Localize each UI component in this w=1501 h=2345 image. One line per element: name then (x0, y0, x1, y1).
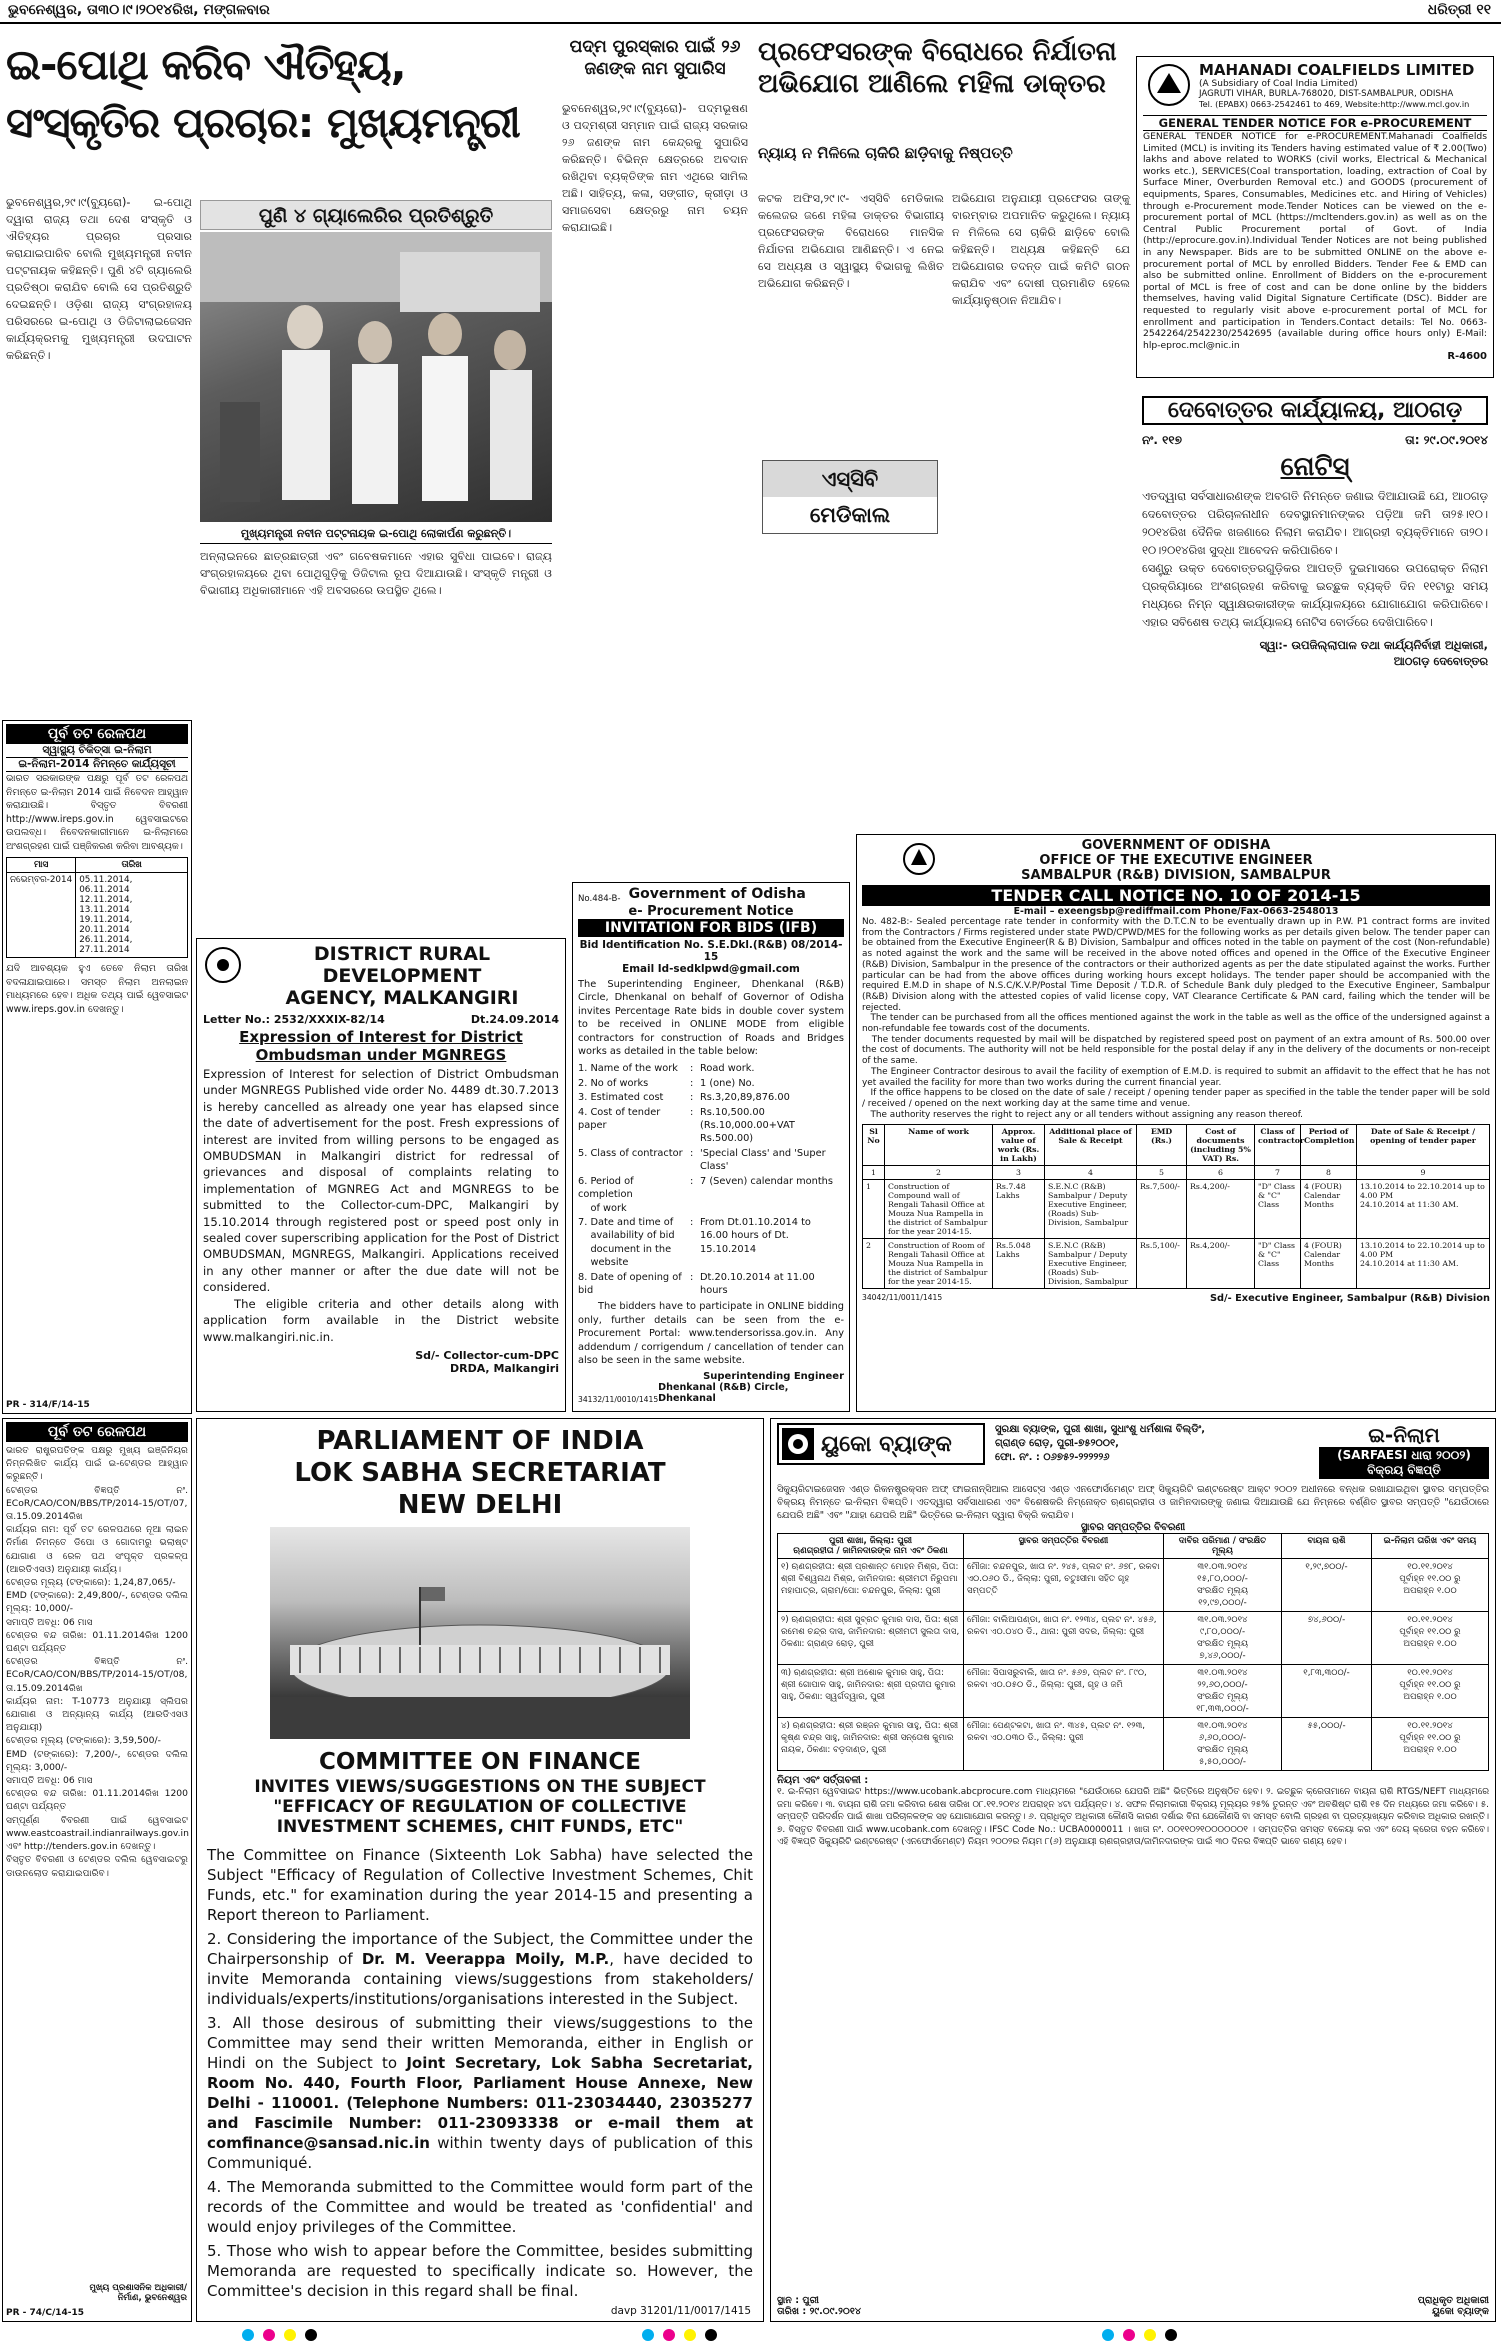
dateline: ଭୁବନେଶ୍ୱର, ତା୩୦।୯।୨୦୧୪ରିଖ, ମଙ୍ଗଳବାର (8, 2, 270, 18)
drda-subject2: Ombudsman under MGNREGS (255, 1046, 507, 1064)
odisha-emblem-icon (901, 841, 937, 877)
sambalpur-notice (856, 834, 1496, 1412)
print-color-bar (0, 2325, 1501, 2339)
sambalpur-body: No. 482-B:- Sealed percentage rate tender in conformity with the D.T.C.N to be eventually drawn up in P.W. P1 contract forms are invited from the Contractors / Firms registered under state PWD/CPWD/MES for the following works as per details given below. The tender paper can be obtained from the Executive Engineer(R & B) Division, Sambalpur and offices noted in the table on payment of the cost (Non-refundable) as noted against the work and the same will be received in the above noted offices and opened in the Office of the Executive Engineer (R&B) Division, Sambalpur in the presence of the contractors or their authorized agents as per the date stipulated against the works. Further particular can be had from the above offices during working hours except holidays. The tender paper should be accompanied with the required E.M.D in shape of N.S.C/K.V.P/Postal Time Deposit / T.D.R. of Schedule Bank duly pledged to the Executive Engineer, Sambalpur (R&B) Division along with the attested copies of valid license copy, VAT Clearance Certificate & PAN card, failing which the tender will be rejected. The tender can be purchased from all the offices mentioned against the work in the table as well as the office of the undersigned against a non-refundable fee towards cost of the documents. The tender documents requested by mail will be dispatched by registered speed post on payment of an extra amount of Rs. 500.00 over the cost of documents. The authority will not be held responsible for the postal delay if any in the delivery of the documents or non-receipt of the same. The Engineer Contractor desirous to avail the facility of exemption of E.M.D. is required to submit an affidavit to the effect that he has not yet availed the facility for more than two works during the current financial year. If the office happens to be closed on the date of sale / receipt / opening tender paper as specified in the table the tender paper will be sold / received / opened on the next working day at the same time and venue. The authority reserves the right to reject any or all tenders without assigning any reason thereof. (862, 917, 1490, 1120)
table-row (863, 1180, 1490, 1239)
sambalpur-sign: Sd/- Executive Engineer, Sambalpur (R&B) Division (1209, 1293, 1490, 1305)
yellow-registration-dot (1144, 2329, 1156, 2341)
sambalpur-col-number: 7 (1255, 1166, 1301, 1180)
rnb-detail-row (578, 1077, 844, 1090)
padma-body: ଭୁବନେଶ୍ୱର,୨୯।୯(ବ୍ୟୁରୋ)- ପଦ୍ମଭୂଷଣ ଓ ପଦ୍ମଶ୍ରୀ ସମ୍ମାନ ପାଇଁ ରାଜ୍ୟ ସରକାର ୨୬ ଜଣଙ୍କ ନାମ କେନ୍ଦ୍ରକୁ ସୁପାରିସ କରିଛନ୍ତି। ବିଭିନ୍ନ କ୍ଷେତ୍ରରେ ଅବଦାନ ରଖିଥିବା ବ୍ୟକ୍ତିଙ୍କ ନାମ ଏଥିରେ ସାମିଲ ଅଛି। ସାହିତ୍ୟ, କଳା, ସଙ୍ଗୀତ, କ୍ରୀଡ଼ା ଓ ସମାଜସେବା କ୍ଷେତ୍ରରୁ ନାମ ଚୟନ କରାଯାଇଛି। (562, 102, 752, 234)
uco-cell: ମୌଜା: ପେଣ୍ଟକଟା, ଖାତା ନଂ. ୩୪୫, ପ୍ଲଟ ନଂ. ୧୨୩, ରକବା ଏ୦.୦୩୦ ଡି., ଜିଲ୍ଲା: ପୁରୀ (964, 1718, 1164, 1771)
lead-photo (200, 232, 552, 522)
uco-cell: ୨) ଋଣଗ୍ରହୀତା: ଶ୍ରୀ ସୁବ୍ରତ କୁମାର ଦାସ, ପିତା: ଶ୍ରୀ ରମେଶ ଚନ୍ଦ୍ର ଦାସ, ଜାମିନଦାର: ଶ୍ରୀମତୀ ସୁଲତା ଦାସ, ଠିକଣା: ଗ୍ରାଣ୍ଡ ରୋଡ଼, ପୁରୀ (778, 1612, 964, 1665)
mcl-title: GENERAL TENDER NOTICE FOR e-PROCUREMENT (1143, 115, 1487, 131)
parliament-notice (196, 1418, 764, 2322)
rnb-detail-row (578, 1106, 844, 1146)
rnb-intro: The Superintending Engineer, Dhenkanal (R&B) Circle, Dhenkanal on behalf of Governor of Odisha invites Percentage Rate bids in double cover system to be received in ONLINE MODE from eligible contractors for construction of Roads and Bridges works as detailed in the table below: (578, 979, 844, 1058)
railway1-th-month: ମାସ (7, 858, 76, 873)
parliament-building-icon (270, 1527, 690, 1739)
sambalpur-cell: Rs.4,200/- (1187, 1239, 1255, 1289)
parliament-p2 (207, 1929, 753, 2009)
rnb-detail-key: 1. Name of the work (578, 1063, 678, 1075)
railway2-body: ଭାରତ ରାଷ୍ଟ୍ରପତିଙ୍କ ପକ୍ଷରୁ ମୁଖ୍ୟ ଇଞ୍ଜିନିୟର ନିମ୍ନଲିଖିତ କାର୍ଯ୍ୟ ପାଇଁ ଇ-ଟେଣ୍ଡର ଆହ୍ୱାନ କରୁଛନ୍ତି। ଟେଣ୍ଡର ବିଜ୍ଞପ୍ତି ନଂ. ECoR/CAO/CON/BBS/TP/2014-15/OT/07, ତା.15.09.2014ରିଖ କାର୍ଯ୍ୟର ନାମ: ପୂର୍ବ ତଟ ରେଳପଥରେ ନୂଆ ଲାଇନ ନିର୍ମାଣ ନିମନ୍ତେ ଡିପୋ ଓ ଗୋଦାମରୁ ଭଲାଷ୍ଟ ଯୋଗାଣ ଓ ରେଳ ପଥ ସଂପୃକ୍ତ ପ୍ରକଳ୍ପ (ଆରଡିଏସଓ) ଅନୁଯାୟୀ କାର୍ଯ୍ୟ। ଟେଣ୍ଡର ମୂଲ୍ୟ (ଟଙ୍କାରେ): 1,24,87,065/- EMD (ଟଙ୍କାରେ): 2,49,800/-, ଟେଣ୍ଡର ଦଲିଲ ମୂଲ୍ୟ: 10,000/- ସମାପ୍ତି ଅବଧି: 06 ମାସ ଟେଣ୍ଡର ବନ୍ଦ ତାରିଖ: 01.11.2014ରିଖ 1200 ଘଣ୍ଟା ପର୍ଯ୍ୟନ୍ତ ଟେଣ୍ଡର ବିଜ୍ଞପ୍ତି ନଂ. ECoR/CAO/CON/BBS/TP/2014-15/OT/08, ତା.15.09.2014ରିଖ କାର୍ଯ୍ୟର ନାମ: T-10773 ଅନୁଯାୟୀ ସ୍ଲିପର ଯୋଗାଣ ଓ ଅନ୍ୟାନ୍ୟ କାର୍ଯ୍ୟ (ଆରଡିଏସଓ ଅନୁଯାୟୀ) ଟେଣ୍ଡର ମୂଲ୍ୟ (ଟଙ୍କାରେ): 3,59,500/- EMD (ଟଙ୍କାରେ): 7,200/-, ଟେଣ୍ଡର ଦଲିଲ ମୂଲ୍ୟ: 3,000/- ସମାପ୍ତି ଅବଧି: 06 ମାସ ଟେଣ୍ଡର ବନ୍ଦ ତାରିଖ: 01.11.2014ରିଖ 1200 ଘଣ୍ଟା ପର୍ଯ୍ୟନ୍ତ ସମ୍ପୂର୍ଣ୍ଣ ବିବରଣୀ ପାଇଁ ୱେବସାଇଟ www.eastcoastrail.indianrailways.gov.in ଏବଂ http://tenders.gov.in ଦେଖନ୍ତୁ। ବିସ୍ତୃତ ବିବରଣୀ ଓ ଟେଣ୍ଡର ଦଲିଲ ୱେବସାଇଟରୁ ଡାଉନଲୋଡ କରାଯାଇପାରିବ। (6, 1445, 189, 1879)
rnb-detail-value: Road work. (700, 1063, 755, 1075)
rnb-detail-colon: : (690, 1077, 694, 1089)
drda-body: Expression of Interest for selection of District Ombudsman under MGNREGS Published vide order No. 4489 dt.30.7.2013 is hereby cancelled as already one year has elapsed since the date of advertisement for the post. Fresh expressions of interest are invited from willing persons to be engaged as OMBUDSMAN in Malkangiri district for redressal of grievances and disposal of complaints relating to implementation of MGNREG Act and MGNREGS to be submitted to the Collector-cum-DPC, Malkangiri by 15.10.2014 through registered post or speed post only in sealed cover superscribing application for the Post of District OMBUDSMAN, MGNREGS, Malkangiri. Applications received in any other manner or after the due date will not be considered. The eligible criteria and other details along with application form available in the District website www.malkangiri.nic.in. (203, 1067, 559, 1344)
sambalpur-cell: Rs.7,500/- (1137, 1180, 1187, 1239)
rnb-detail-list (578, 1062, 844, 1297)
rnb-detail-colon: : (690, 1271, 694, 1283)
uco-cell: ୪) ଋଣଗ୍ରହୀତା: ଶ୍ରୀ ରଞ୍ଜନ କୁମାର ସାହୁ, ପିତା: ଶ୍ରୀ କୃଷ୍ଣ ଚନ୍ଦ୍ର ସାହୁ, ଜାମିନଦାର: ଶ୍ରୀ ସନ୍ତୋଷ କୁମାର ନାୟକ, ଠିକଣା: ବଡ଼ଦାଣ୍ଡ, ପୁରୀ (778, 1718, 964, 1771)
sambalpur-col-number: 8 (1301, 1166, 1357, 1180)
parliament-t3: NEW DELHI (397, 1490, 563, 1520)
magenta-registration-dot (1123, 2329, 1135, 2341)
mcl-body: GENERAL TENDER NOTICE for e-PROCUREMENT.Mahanadi Coalfields Limited (MCL) is inviting its Tenders having estimated value of ₹ 2.00(Two) lakhs and above related to WORKS (civil works, Electrical & Mechanical works etc.), SERVICES(Coal transportation, loading, extraction of Coal by Surface Miner, Overburden Removal etc.) and GOODS (procurement of equipments, Spares, Consumables, Medicines etc. and Hiring of Vehicles) through e-Procurement mode.Tender Notices can be viewed on the e-procurement portal of MCL (https://mcltenders.gov.in) as well as on the Central Public Procurement portal of Govt. of India (http://eprocure.gov.in).Individual Tender Notices are not being published in any Newspaper. Bids are to be submitted ONLINE on the above e-procurement portal of MCL by enrolled Bidders. Tender Fee & EMD can also be submitted online. Enrollment of Bidders on the e-procurement portal of MCL is free of cost and can be done online by the bidders themselves, having valid Digital Signature Certificate (DSC). Bidder are requested to regularly visit above e-procurement portal of MCL for enrollment and participation in Tenders.Contact details: Tel No. 0663-2542264/2542230/2542695 (available during office hours only) E-Mail: hlp-eproc.mcl@nic.in (1143, 131, 1487, 351)
uco-logo-icon (781, 1427, 815, 1461)
rnb-detail-value: Rs.3,20,89,876.00 (700, 1092, 790, 1104)
doctor-headline: ପ୍ରଫେସରଙ୍କ ବିରୋଧରେ ନିର୍ଯାତନା ଅଭିଯୋଗ ଆଣିଲେ ମହିଳା ଡାକ୍ତର (758, 37, 1117, 99)
lead-photo-caption: ମୁଖ୍ୟମନ୍ତ୍ରୀ ନବୀନ ପଟ୍ଟନାୟକ ଇ-ପୋଥି ଲୋକାର୍ପଣ କରୁଛନ୍ତି। (200, 524, 552, 544)
railway1-body2: ଯଦି ଆବଶ୍ୟକ ହୁଏ ତେବେ ନିଲାମ ତାରିଖ ବଦଳାଯାଇପାରେ। ସମସ୍ତ ନିଲାମ ଅନଲାଇନ ମାଧ୍ୟମରେ ହେବ। ଅଧିକ ତଥ୍ୟ ପାଇଁ ୱେବସାଇଟ www.ireps.gov.in ଦେଖନ୍ତୁ। (6, 963, 188, 1015)
parliament-committee: COMMITTEE ON FINANCE (318, 1749, 642, 1775)
drda-subject1: Expression of Interest for District (239, 1028, 523, 1046)
uco-sign2: ୟୁକୋ ବ୍ୟାଙ୍କ (1431, 2306, 1489, 2317)
railway1-table (6, 857, 188, 958)
sambalpur-cell: "D" Class & "C" Class (1255, 1180, 1301, 1239)
sambalpur-th: Additional place of Sale & Receipt (1045, 1125, 1137, 1166)
black-registration-dot (1165, 2329, 1177, 2341)
parliament-p2a: 2. Considering the importance of the Subject, the Committee under the Chairpersonship of (207, 1930, 753, 1968)
doctor-label-2: ମେଡିକାଲ (809, 503, 891, 527)
drda-letter: Letter No.: 2532/XXXIX-82/14 (203, 1013, 385, 1026)
sambalpur-div: SAMBALPUR (R&B) DIVISION, SAMBALPUR (1021, 868, 1331, 883)
railway1-title: ପୂର୍ବ ତଟ ରେଳପଥ (6, 724, 188, 744)
sambalpur-cell: Rs.4,200/- (1187, 1180, 1255, 1239)
uco-sign1: ପ୍ରାଧିକୃତ ଅଧିକାରୀ (1417, 2295, 1489, 2306)
rnb-detail-row (578, 1216, 844, 1270)
lead-photo-strap: ପୁଣି ୪ ଗ୍ୟାଲେରିର ପ୍ରତିଶ୍ରୁତି (200, 200, 552, 230)
sambalpur-th: Name of work (885, 1125, 993, 1166)
uco-cell: ୩୧.୦୩.୨୦୧୪ ୯,୮୦,୦୦୦/- ସଂରକ୍ଷିତ ମୂଲ୍ୟ ୭,୪୬,୦୦୦/- (1164, 1612, 1282, 1665)
sambalpur-cell: 1 (863, 1180, 885, 1239)
rnb-detail-colon: : (690, 1175, 694, 1187)
rnb-sign1: Superintending Engineer (703, 1371, 844, 1383)
sambalpur-th: Approx. value of work (Rs. in Lakh) (993, 1125, 1045, 1166)
uco-cell: ୧୦.୧୧.୨୦୧୪ ପୂର୍ବାହ୍ନ ୧୧.୦୦ ରୁ ଅପରାହ୍ନ ୧.୦୦ (1372, 1559, 1489, 1612)
devottar-body: ଏତଦ୍ୱାରା ସର୍ବସାଧାରଣଙ୍କ ଅବଗତି ନିମନ୍ତେ ଜଣାଇ ଦିଆଯାଉଛି ଯେ, ଆଠଗଡ଼ ଦେବୋତ୍ତର ପରିଚାଳନାଧୀନ ଦେବସ୍ଥାନମାନଙ୍କର ପଡ଼ିଆ ଜମି ତା୨୫।୧୦।୨୦୧୪ରିଖ ଦୈନିକ ଖଜଣାରେ ନିଲାମ କରାଯିବ। ଆଗ୍ରହୀ ବ୍ୟକ୍ତିମାନେ ତା୨୦।୧୦।୨୦୧୪ରିଖ ସୁଦ୍ଧା ଆବେଦନ କରିପାରିବେ। ସେଣ୍ଟ୍ରୁ ଉକ୍ତ ଦେବୋତ୍ତରଗୁଡ଼ିକର ଆପତ୍ତି ଦୁଇମାସରେ ଉପରୋକ୍ତ ନିଲାମ ପ୍ରକ୍ରିୟାରେ ଅଂଶଗ୍ରହଣ କରିବାକୁ ଇଚ୍ଛୁକ ବ୍ୟକ୍ତି ଦିନ ୧୧ଟାରୁ ସମୟ ମଧ୍ୟରେ ନିମ୍ନ ସ୍ୱାକ୍ଷରକାରୀଙ୍କ କାର୍ଯ୍ୟାଳୟରେ ଯୋଗାଯୋଗ କରିପାରିବେ। ଏହାର ସବିଶେଷ ତଥ୍ୟ କାର୍ଯ୍ୟାଳୟ ନୋଟିସ ବୋର୍ଡରେ ଦେଖିପାରିବେ। (1142, 489, 1488, 629)
sambalpur-cell: S.E.N.C (R&B) Sambalpur / Deputy Executive Engineer, (Roads) Sub-Division, Sambalpur (1045, 1239, 1137, 1289)
doctor-label-1: ଏସ୍‌ସିବି (763, 461, 937, 497)
devottar-title: ଦେବୋତ୍ତର କାର୍ଯ୍ୟାଳୟ, ଆଠଗଡ଼ (1142, 396, 1488, 425)
yellow-registration-dot (284, 2329, 296, 2341)
uco-cell: ମୌଜା: ବାଲିଆପଣ୍ଡା, ଖାତା ନଂ. ୧୨୩୪, ପ୍ଲଟ ନଂ. ୪୫୬, ରକବା ଏ୦.୦୪୦ ଡି., ଥାନା: ପୁରୀ ସଦର, ଜିଲ୍ଲା: ପୁରୀ (964, 1612, 1164, 1665)
sambalpur-cell: Construction of Room of Rengali Tahasil Office at Mouza Nua Rampella in the district of Sambalpur for the year 2014-15. (885, 1239, 993, 1289)
sambalpur-cell: 4 (FOUR) Calendar Months (1301, 1239, 1357, 1289)
rnb-detail-row (578, 1062, 844, 1075)
sambalpur-cell: S.E.N.C (R&B) Sambalpur / Deputy Executive Engineer, (Roads) Sub-Division, Sambalpur (1045, 1180, 1137, 1239)
parliament-p2c: , have decided to invite Memoranda containing views/suggestions from stakeholders/ individuals/experts/institutions/organisations interested in the Subject. (207, 1950, 753, 2008)
parliament-t2: LOK SABHA SECRETARIAT (294, 1458, 666, 1488)
uco-date: ତାରିଖ : ୨୯.୦୯.୨୦୧୪ (777, 2306, 862, 2317)
uco-cell: ୩୧.୦୩.୨୦୧୪ ୬,୬୦,୦୦୦/- ସଂରକ୍ଷିତ ମୂଲ୍ୟ ୫,୫୦,୦୦୦/- (1164, 1718, 1282, 1771)
devottar-date: ତା: ୨୯.୦୯.୨୦୧୪ (1405, 433, 1488, 447)
parliament-sub2: "EFFICACY OF REGULATION OF COLLECTIVE INVESTMENT SCHEMES, CHIT FUNDS, ETC" (273, 1797, 687, 1837)
parliament-p5: 5. Those who wish to appear before the Committee, besides submitting Memoranda are requested to specifically indicate so. However, the Committee's decision in this regard shall be final. (207, 2242, 753, 2300)
sambalpur-cell: 4 (FOUR) Calendar Months (1301, 1180, 1357, 1239)
sambalpur-email: E-mail – exeengsbp@rediffmail.com Phone/Fax-0663-2548013 (1013, 906, 1339, 917)
drda-sign2: DRDA, Malkangiri (449, 1361, 559, 1375)
sambalpur-th: Date of Sale & Receipt / opening of tender paper (1357, 1125, 1490, 1166)
uco-addr2: ଗ୍ରାଣ୍ଡ ରୋଡ଼, ପୁରୀ-୭୫୨୦୦୧, (995, 1438, 1119, 1449)
sambalpur-cell: 13.10.2014 to 22.10.2014 up to 4.00 PM 24.10.2014 at 11:30 AM. (1357, 1239, 1490, 1289)
drda-title2: AGENCY, MALKANGIRI (285, 987, 519, 1009)
doctor-label-box (762, 460, 938, 534)
sambalpur-col-number: 1 (863, 1166, 885, 1180)
coal-india-logo-icon (1147, 63, 1191, 107)
lead-body: ଭୁବନେଶ୍ୱର,୨୯।୯(ବ୍ୟୁରୋ)- ଇ-ପୋଥି ଦ୍ୱାରା ରାଜ୍ୟ ତଥା ଦେଶ ସଂସ୍କୃତି ଓ ଐତିହ୍ୟର ପ୍ରଚାର ପ୍ରସାର କରାଯାଇପାରିବ ବୋଲି ମୁଖ୍ୟମନ୍ତ୍ରୀ ନବୀନ ପଟ୍ଟନାୟକ କହିଛନ୍ତି। ପୁଣି ୪ଟି ଗ୍ୟାଲେରି ପ୍ରତିଷ୍ଠା କରାଯିବ ବୋଲି ସେ ପ୍ରତିଶ୍ରୁତି ଦେଇଛନ୍ତି। ଓଡ଼ିଶା ରାଜ୍ୟ ସଂଗ୍ରହାଳୟ ପରିସରରେ ଇ-ପୋଥି ଓ ଡିଜିଟାଲାଇଜେସନ କାର୍ଯ୍ୟକ୍ରମକୁ ମୁଖ୍ୟମନ୍ତ୍ରୀ ଉଦଘାଟନ କରିଛନ୍ତି। (6, 196, 196, 362)
lead-body-cont: ଅନ୍‌ଲାଇନରେ ଛାତ୍ରଛାତ୍ରୀ ଏବଂ ଗବେଷକମାନେ ଏହାର ସୁବିଧା ପାଇବେ। ରାଜ୍ୟ ସଂଗ୍ରହାଳୟରେ ଥିବା ପୋଥିଗୁଡ଼ିକୁ ଡିଜିଟାଲ ରୂପ ଦିଆଯାଉଛି। ସଂସ୍କୃତି ମନ୍ତ୍ରୀ ଓ ବିଭାଗୀୟ ଅଧିକାରୀମାନେ ଏହି ଅବସରରେ ଉପସ୍ଥିତ ଥିଲେ। (200, 550, 556, 597)
uco-th: ଦାବିର ପରିମାଣ / ସଂରକ୍ଷିତ ମୂଲ୍ୟ (1164, 1534, 1282, 1559)
parliament-sub1: INVITES VIEWS/SUGGESTIONS ON THE SUBJECT (254, 1777, 706, 1797)
railway2-ref: PR - 74/C/14-15 (6, 2308, 85, 2318)
rnb-ep: e- Procurement Notice (628, 904, 794, 919)
rnb-detail-colon: : (690, 1092, 694, 1104)
page-section: ଧରିତ୍ରୀ ୧୧ (1427, 2, 1491, 18)
rnb-detail-colon: : (690, 1106, 694, 1118)
parliament-p3c: within twenty days of publication of this Communiqué. (207, 2134, 753, 2172)
magenta-registration-dot (263, 2329, 275, 2341)
rnb-detail-value: From Dt.01.10.2014 to 16.00 hours of Dt. 15.10.2014 (700, 1216, 811, 1255)
parliament-building-image (270, 1527, 690, 1739)
rnb-detail-row (578, 1271, 844, 1298)
table-row (778, 1718, 1489, 1771)
mcl-tel: Tel. (EPABX) 0663-2542461 to 469, Website:http://www.mcl.gov.in (1199, 99, 1470, 109)
parliament-p3 (207, 2013, 753, 2173)
rnb-detail-colon: : (690, 1216, 694, 1228)
rnb-gov: Government of Odisha (628, 886, 806, 902)
uco-place: ସ୍ଥାନ : ପୁରୀ (777, 2295, 819, 2306)
sambalpur-banner: TENDER CALL NOTICE NO. 10 OF 2014-15 (862, 885, 1490, 906)
uco-cell: ୧୦.୧୧.୨୦୧୪ ପୂର୍ବାହ୍ନ ୧୧.୦୦ ରୁ ଅପରାହ୍ନ ୧.୦୦ (1372, 1718, 1489, 1771)
uco-logo-text: ୟୁକୋ ବ୍ୟାଙ୍କ (821, 1431, 952, 1457)
uco-cell: ୧୦.୧୧.୨୦୧୪ ପୂର୍ବାହ୍ନ ୧୧.୦୦ ରୁ ଅପରାହ୍ନ ୧.୦୦ (1372, 1665, 1489, 1718)
rnb-bid: Bid Identification No. S.E.Dkl.(R&B) 08/2014-15 (579, 939, 843, 963)
table-row (863, 1239, 1490, 1289)
uco-cell: ୧,୨୯,୭୦୦/- (1282, 1559, 1372, 1612)
sambalpur-col-number: 2 (885, 1166, 993, 1180)
sambalpur-th: Sl No (863, 1125, 885, 1166)
uco-th: ପୁରୀ ଶାଖା, ଜିଲ୍ଲା: ପୁରୀ ଋଣଗ୍ରହୀତା / ଜାମିନଦାରଙ୍କ ନାମ ଏବଂ ଠିକଣା (778, 1534, 964, 1559)
railway1-body: ଭାରତ ସରକାରଙ୍କ ପକ୍ଷରୁ ପୂର୍ବ ତଟ ରେଳପଥ ନିମନ୍ତେ ଇ-ନିଲାମ 2014 ପାଇଁ ନିବେଦନ ଆହ୍ୱାନ କରାଯାଉଛି। ବିସ୍ତୃତ ବିବରଣୀ http://www.ireps.gov.in ୱେବସାଇଟରେ ଉପଲବ୍ଧ। ନିବେଦନକାରୀମାନେ ଇ-ନିଲାମରେ ଅଂଶଗ୍ରହଣ ପାଇଁ ପଞ୍ଜିକରଣ କରିବା ଆବଶ୍ୟକ। (6, 773, 188, 852)
uco-cell: ୧) ଋଣଗ୍ରହୀତା: ଶ୍ରୀ ପ୍ରଶାନ୍ତ ମୋହନ ମିଶ୍ର, ପିତା: ଶ୍ରୀ ବିଶ୍ୱନାଥ ମିଶ୍ର, ଜାମିନଦାର: ଶ୍ରୀମତୀ ନିରୁପମା ମହାପାତ୍ର, ଗ୍ରାମ/ପୋ: ଚନ୍ଦନପୁର, ଜିଲ୍ଲା: ପୁରୀ (778, 1559, 964, 1612)
sambalpur-cell: 13.10.2014 to 22.10.2014 up to 4.00 PM 24.10.2014 at 11:30 AM. (1357, 1180, 1490, 1239)
uco-notice (770, 1418, 1496, 2322)
table-row (778, 1559, 1489, 1612)
doctor-body: କଟକ ଅଫିସ,୨୯।୯- ଏସ୍‌ସିବି ମେଡିକାଲ କଲେଜର ଜଣେ ମହିଳା ଡାକ୍ତର ବିଭାଗୀୟ ପ୍ରଫେସରଙ୍କ ବିରୋଧରେ ମାନସିକ ନିର୍ଯାତନା ଅଭିଯୋଗ ଆଣିଛନ୍ତି। ଏ ନେଇ ସେ ଅଧ୍ୟକ୍ଷ ଓ ସ୍ୱାସ୍ଥ୍ୟ ବିଭାଗକୁ ଲିଖିତ ଅଭିଯୋଗ କରିଛନ୍ତି। (758, 192, 948, 290)
sambalpur-cell: Construction of Compound wall of Rengali Tahasil Office at Mouza Nua Rampella in the district of Sambalpur for the year 2014-15. (885, 1180, 993, 1239)
table-row (778, 1665, 1489, 1718)
cyan-registration-dot (242, 2329, 254, 2341)
cyan-registration-dot (1102, 2329, 1114, 2341)
lead-headline: ଇ-ପୋଥି କରିବ ଐତିହ୍ୟ, ସଂସ୍କୃତିର ପ୍ରଚାର: ମୁଖ୍ୟମନ୍ତ୍ରୀ (6, 40, 520, 147)
uco-cell: ୧୦.୧୧.୨୦୧୪ ପୂର୍ବାହ୍ନ ୧୧.୦୦ ରୁ ଅପରାହ୍ନ ୧.୦୦ (1372, 1612, 1489, 1665)
devottar-notice (1136, 392, 1494, 864)
rnb-detail-value: 1 (one) No. (700, 1077, 755, 1089)
parliament-p1: The Committee on Finance (Sixteenth Lok Sabha) have selected the Subject "Efficacy of Regulation of Collective Investment Schemes, Chit Funds, etc." for examination during the year 2014-15 and presenting a Report thereon to Parliament. (207, 1846, 753, 1924)
uco-addr3: ଫୋ. ନଂ. : ୦୬୭୫୨-୨୨୨୨୨୬ (995, 1452, 1110, 1463)
rnb-detail-value: Rs.10,500.00 (Rs.10,000.00+VAT Rs.500.00) (700, 1106, 795, 1145)
rnb-detail-row (578, 1175, 844, 1215)
sambalpur-cell: "D" Class & "C" Class (1255, 1239, 1301, 1289)
rnb-detail-key: 5. Class of contractor (578, 1147, 683, 1159)
rnb-detail-key: 3. Estimated cost (578, 1092, 664, 1104)
rnb-detail-row (578, 1091, 844, 1104)
uco-cell: ୩୧.୦୩.୨୦୧୪ ୨୨,୬୦,୦୦୦/- ସଂରକ୍ଷିତ ମୂଲ୍ୟ ୧୮,୩୩,୦୦୦/- (1164, 1665, 1282, 1718)
railway1-th-date: ତାରିଖ (76, 858, 188, 873)
sambalpur-col-number: 4 (1045, 1166, 1137, 1180)
uco-cell: ୭୪,୬୦୦/- (1282, 1612, 1372, 1665)
mcl-ref: R-4600 (1447, 351, 1487, 363)
sambalpur-cell: Rs.5.048 Lakhs (993, 1239, 1045, 1289)
rnb-sign2: Dhenkanal (R&B) Circle, Dhenkanal (658, 1382, 789, 1405)
sambalpur-table (862, 1124, 1490, 1289)
ceremony-photo-icon (200, 232, 552, 522)
page-header (0, 0, 1501, 24)
sambalpur-office: OFFICE OF THE EXECUTIVE ENGINEER (1039, 853, 1313, 868)
sambalpur-ref: 34042/11/0011/1415 (862, 1293, 943, 1303)
railway1-ref: PR - 314/F/14-15 (6, 1400, 90, 1410)
uco-terms: ୧. ଇ-ନିଲାମ ୱେବସାଇଟ https://www.ucobank.abcprocure.com ମାଧ୍ୟମରେ "ଯେଉଁଠାରେ ଯେପରି ଅଛି" ଭିତ୍ତିରେ ଅନୁଷ୍ଠିତ ହେବ। ୨. ଇଚ୍ଛୁକ କ୍ରେତାମାନେ ବାୟନା ରାଶି RTGS/NEFT ମାଧ୍ୟମରେ ଜମା କରିବେ। ୩. ବାୟନା ରାଶି ଜମା କରିବାର ଶେଷ ତାରିଖ ୦୮.୧୧.୨୦୧୪ ଅପରାହ୍ନ ୪ଟା ପର୍ଯ୍ୟନ୍ତ। ୪. ସଫଳ ନିଲାମକାରୀ ବିକ୍ରୟ ମୂଲ୍ୟର ୨୫% ତୁରନ୍ତ ଏବଂ ଅବଶିଷ୍ଟ ରାଶି ୧୫ ଦିନ ମଧ୍ୟରେ ଜମା କରିବେ। ୫. ସମ୍ପତ୍ତି ପରିଦର୍ଶନ ପାଇଁ ଶାଖା ପରିଚାଳକଙ୍କ ସହ ଯୋଗାଯୋଗ କରନ୍ତୁ। ୬. ପ୍ରାଧିକୃତ ଅଧିକାରୀ କୌଣସି କାରଣ ଦର୍ଶାଇ ବିନା ଯେକୌଣସି ବା ସମସ୍ତ ବୋଲି ଗ୍ରହଣ ବା ପ୍ରତ୍ୟାଖ୍ୟାନ କରିବାର ଅଧିକାର ରଖନ୍ତି। ୭. ବିସ୍ତୃତ ବିବରଣୀ ପାଇଁ www.ucobank.com ଦେଖନ୍ତୁ। IFSC Code No.: UCBA0000011 । ଖାତା ନଂ. ୦୦୧୧୦୨୧୦୦୦୦୦୦୧ । ସମ୍ପତ୍ତିର ସମସ୍ତ ବକେୟା କର ଏବଂ ଦେୟ କ୍ରେତା ବହନ କରିବେ। ଏହି ବିଜ୍ଞପ୍ତି ସିକ୍ୟୁରିଟି ଇଣ୍ଟରେଷ୍ଟ (ଏନଫୋର୍ସମେଣ୍ଟ) ନିୟମ ୨୦୦୨ର ନିୟମ ୮(୬) ଅନୁଯାୟୀ ଋଣଗ୍ରହୀତା/ଜାମିନଦାରଙ୍କ ପାଇଁ ୩୦ ଦିନର ବିଜ୍ଞପ୍ତି ଭାବେ ଗଣ୍ୟ ହେବ। (777, 1787, 1489, 1848)
rnb-email: Email Id-sedklpwd@gmail.com (622, 963, 800, 975)
uco-th: ବାୟନା ରାଶି (1282, 1534, 1372, 1559)
table-row (778, 1612, 1489, 1665)
uco-th: ସ୍ଥାବର ସମ୍ପତ୍ତିର ବିବରଣୀ (964, 1534, 1164, 1559)
mcl-sub: (A Subsidiary of Coal India Limited) (1199, 79, 1358, 89)
mcl-name: MAHANADI COALFIELDS LIMITED (1199, 61, 1475, 79)
cyan-registration-dot (642, 2329, 654, 2341)
uco-cell: ୧,୮୩,୩୦୦/- (1282, 1665, 1372, 1718)
uco-notice-sub2: (SARFAESI ଧାରା ୨୦୦୨) (1337, 1448, 1471, 1462)
black-registration-dot (305, 2329, 317, 2341)
uco-cell: ମୌଜା: ସିପାସରୁବାଲି, ଖାତା ନଂ. ୫୬୭, ପ୍ଲଟ ନଂ. ୮୯୦, ରକବା ଏ୦.୦୫୦ ଡି., ଜିଲ୍ଲା: ପୁରୀ, ଗୃହ ଓ ଜମି (964, 1665, 1164, 1718)
doctor-deck: ନ୍ୟାୟ ନ ମିଳିଲେ ଚାକିରି ଛାଡ଼ିବାକୁ ନିଷ୍ପତ୍ତି (758, 144, 1013, 162)
rnb-detail-key: 2. No of works (578, 1077, 649, 1089)
uco-addr1: ସୁରକ୍ଷା ବ୍ୟାଙ୍କ, ପୁରୀ ଶାଖା, ସୁଧାଂଶୁ ଧର୍ମଶାଳା ବିଲ୍ଡିଂ, (995, 1424, 1206, 1435)
drda-sign1: Sd/- Collector-cum-DPC (415, 1348, 559, 1362)
uco-th: ଇ-ନିଲାମ ତାରିଖ ଏବଂ ସମୟ (1372, 1534, 1489, 1559)
drda-notice (196, 938, 566, 1412)
parliament-t1: PARLIAMENT OF INDIA (316, 1426, 644, 1456)
devottar-sign: ସ୍ୱା:- ଉପଜିଲ୍ଲାପାଳ ତଥା କାର୍ଯ୍ୟନିର୍ବାହୀ ଅଧିକାରୀ, ଆଠଗଡ଼ ଦେବୋତ୍ତର (1259, 638, 1488, 668)
sambalpur-th: Period of Completion (1301, 1125, 1357, 1166)
devottar-no: ନଂ. ୧୧୭ (1142, 433, 1182, 447)
emblem-icon (203, 945, 243, 985)
railway-notice-1 (2, 720, 192, 1414)
railway1-td-month: ନଭେମ୍ବର-2014 (7, 873, 76, 958)
rnb-detail-key: 8. Date of opening of bid (578, 1271, 685, 1296)
padma-headline: ପଦ୍ମ ପୁରସ୍କାର ପାଇଁ ୨୬ ଜଣଙ୍କ ନାମ ସୁପାରିସ (569, 37, 741, 79)
rnb-detail-value: Dt.20.10.2014 at 11.00 hours (700, 1271, 818, 1296)
railway1-sub: ସ୍ୱାସ୍ଥ୍ୟ ଚିକିତ୍ସା ଇ-ନିଲାମ (42, 744, 152, 756)
railway1-td-dates: 05.11.2014, 06.11.2014 12.11.2014, 13.11.2014 19.11.2014, 20.11.2014 26.11.2014, 27.11.2014 (76, 873, 188, 958)
railway-notice-2 (2, 1418, 192, 2322)
parliament-chair: Dr. M. Veerappa Moily, M.P. (361, 1950, 610, 1968)
rnb-detail-value: 'Special Class' and 'Super Class' (700, 1147, 829, 1173)
uco-notice-sub: ବିକ୍ରୟ ବିଜ୍ଞପ୍ତି (1367, 1463, 1441, 1477)
sambalpur-col-number: 6 (1187, 1166, 1255, 1180)
railway2-title: ପୂର୍ବ ତଟ ରେଳପଥ (6, 1422, 188, 1442)
mcl-addr: JAGRUTI VIHAR, BURLA-768020, DIST-SAMBALPUR, ODISHA (1199, 89, 1454, 99)
uco-terms-title: ନିୟମ ଏବଂ ସର୍ତ୍ତାବଳୀ : (777, 1775, 869, 1786)
sambalpur-col-number: 9 (1357, 1166, 1490, 1180)
magenta-registration-dot (663, 2329, 675, 2341)
uco-cell: ୩) ଋଣଗ୍ରହୀତା: ଶ୍ରୀ ଅଶୋକ କୁମାର ସାହୁ, ପିତା: ଶ୍ରୀ ଗୋପାଳ ସାହୁ, ଜାମିନଦାର: ଶ୍ରୀ ପ୍ରଦୀପ କୁମାର ସାହୁ, ଠିକଣା: ସ୍ୱର୍ଗଦ୍ୱାର, ପୁରୀ (778, 1665, 964, 1718)
uco-cell: ୫୫,୦୦୦/- (1282, 1718, 1372, 1771)
rnb-notice (572, 882, 850, 1412)
mcl-notice (1136, 56, 1494, 378)
sambalpur-th: EMD (Rs.) (1137, 1125, 1187, 1166)
sambalpur-gov: GOVERNMENT OF ODISHA (1081, 838, 1271, 853)
uco-intro: ସିକ୍ୟୁରିଟାଇଜେସନ ଏଣ୍ଡ ରିକନଷ୍ଟ୍ରକ୍ସନ ଅଫ୍ ଫାଇନାନ୍ସିଆଲ ଆସେଟ୍ସ ଏଣ୍ଡ ଏନଫୋର୍ସମେଣ୍ଟ ଅଫ୍ ସିକ୍ୟୁରିଟି ଇଣ୍ଟରେଷ୍ଟ ଆକ୍ଟ ୨୦୦୨ ଅଧୀନରେ ବନ୍ଧକ ରଖାଯାଇଥିବା ସ୍ଥାବର ସମ୍ପତ୍ତିର ବିକ୍ରୟ ନିମନ୍ତେ ଇ-ନିଲାମ ବିଜ୍ଞପ୍ତି। ଏତଦ୍ୱାରା ସର୍ବସାଧାରଣ ଏବଂ ବିଶେଷକରି ନିମ୍ନୋକ୍ତ ଋଣଗ୍ରହୀତା ଓ ଜାମିନଦାରଙ୍କୁ ଜଣାଇ ଦିଆଯାଉଛି ଯେ ନିମ୍ନରେ ବର୍ଣ୍ଣିତ ସ୍ଥାବର ସମ୍ପତ୍ତି "ଯେଉଁଠାରେ ଯେପରି ଅଛି" ଏବଂ "ଯାହା ଯେପରି ଅଛି" ଭିତ୍ତିରେ ଇ-ନିଲାମ ଦ୍ୱାରା ବିକ୍ରି କରାଯିବ। (777, 1484, 1489, 1521)
rnb-outro: The bidders have to participate in ONLINE bidding only, further details can be seen from the e- Procurement Portal: www.tendersorissa.gov.in. Any addendum / corrigendum / cancellation of tender can also be seen in the same website. (578, 1301, 844, 1366)
uco-notice-title: ଇ-ନିଲାମ (1368, 1423, 1440, 1447)
parliament-address: Joint Secretary, Lok Sabha Secretariat, Room No. 440, Fourth Floor, Parliament House Annexe, New Delhi - 110001. (Telephone Numbers: 011-23034440, 23035277 and Fascimile Number: 011-23093338 or e-mail them at comfinance@sansad.nic.in (207, 2054, 753, 2152)
rnb-detail-colon: : (690, 1147, 694, 1159)
rnb-detail-key: 6. Period of completion of work (578, 1175, 634, 1214)
uco-table (777, 1533, 1489, 1771)
drda-date: Dt.24.09.2014 (470, 1013, 559, 1026)
uco-cell: ୩୧.୦୩.୨୦୧୪ ୧୫,୮୦,୦୦୦/- ସଂରକ୍ଷିତ ମୂଲ୍ୟ ୧୨,୯୭,୦୦୦/- (1164, 1559, 1282, 1612)
sambalpur-col-number: 3 (993, 1166, 1045, 1180)
railway1-title2: ଇ-ନିଲାମ-2014 ନିମନ୍ତେ କାର୍ଯ୍ୟସୂଚୀ (6, 757, 188, 772)
rnb-no: No.484-B- (578, 894, 621, 904)
rnb-detail-row (578, 1147, 844, 1174)
rnb-detail-value: 7 (Seven) calendar months (700, 1175, 833, 1187)
sambalpur-col-number: 5 (1137, 1166, 1187, 1180)
parliament-p3a: 3. All those desirous of submitting their views/suggestions to the Committee may send their written Memoranda, either in English or Hindi on the Subject to (207, 2014, 753, 2072)
railway2-sign: ମୁଖ୍ୟ ପ୍ରଶାସନିକ ଅଧିକାରୀ/ନିର୍ମାଣ, ଭୁବନେଶ୍ୱର (89, 2283, 187, 2303)
drda-title1: DISTRICT RURAL DEVELOPMENT (313, 943, 491, 987)
doctor-body-cont: ଅଭିଯୋଗ ଅନୁଯାୟୀ ପ୍ରଫେସର ତାଙ୍କୁ ବାରମ୍ବାର ଅପମାନିତ କରୁଥିଲେ। ନ୍ୟାୟ ନ ମିଳିଲେ ସେ ଚାକିରି ଛାଡ଼ିବେ ବୋଲି କହିଛନ୍ତି। ଅଧ୍ୟକ୍ଷ କହିଛନ୍ତି ଯେ ଅଭିଯୋଗର ତଦନ୍ତ ପାଇଁ କମିଟି ଗଠନ କରାଯିବ ଏବଂ ଦୋଷୀ ପ୍ରମାଣିତ ହେଲେ କାର୍ଯ୍ୟାନୁଷ୍ଠାନ ନିଆଯିବ। (952, 192, 1134, 307)
rnb-ref: 34132/11/0010/1415 (578, 1395, 659, 1405)
parliament-p4: 4. The Memoranda submitted to the Committee would form part of the records of the Committee and would be treated as 'confidential' and would enjoy privileges of the Committee. (207, 2178, 753, 2236)
uco-table-title: ସ୍ଥାବର ସମ୍ପତ୍ତିର ବିବରଣୀ (1080, 1522, 1186, 1533)
rnb-banner: INVITATION FOR BIDS (IFB) (578, 919, 844, 937)
rnb-detail-colon: : (690, 1063, 694, 1075)
sambalpur-th: Class of contractor (1255, 1125, 1301, 1166)
parliament-ref: davp 31201/11/0017/1415 (610, 2305, 751, 2317)
rnb-detail-key: 7. Date and time of availability of bid document in the website (578, 1216, 675, 1269)
sambalpur-th: Cost of documents (including 5% VAT) Rs. (1187, 1125, 1255, 1166)
sambalpur-cell: 2 (863, 1239, 885, 1289)
rnb-detail-key: 4. Cost of tender paper (578, 1106, 664, 1132)
uco-cell: ମୌଜା: ଚନ୍ଦନପୁର, ଖାତା ନଂ. ୨୪୫, ପ୍ଲଟ ନଂ. ୬୭୮, ରକବା ଏ୦.୦୬୦ ଡି., ଜିଲ୍ଲା: ପୁରୀ, ଚତୁଃସୀମା ସହିତ ଗୃହ ସମ୍ପତ୍ତି (964, 1559, 1164, 1612)
yellow-registration-dot (684, 2329, 696, 2341)
black-registration-dot (705, 2329, 717, 2341)
devottar-notice-title: ନୋଟିସ୍ (1280, 452, 1350, 482)
sambalpur-cell: Rs.5,100/- (1137, 1239, 1187, 1289)
sambalpur-cell: Rs.7.48 Lakhs (993, 1180, 1045, 1239)
